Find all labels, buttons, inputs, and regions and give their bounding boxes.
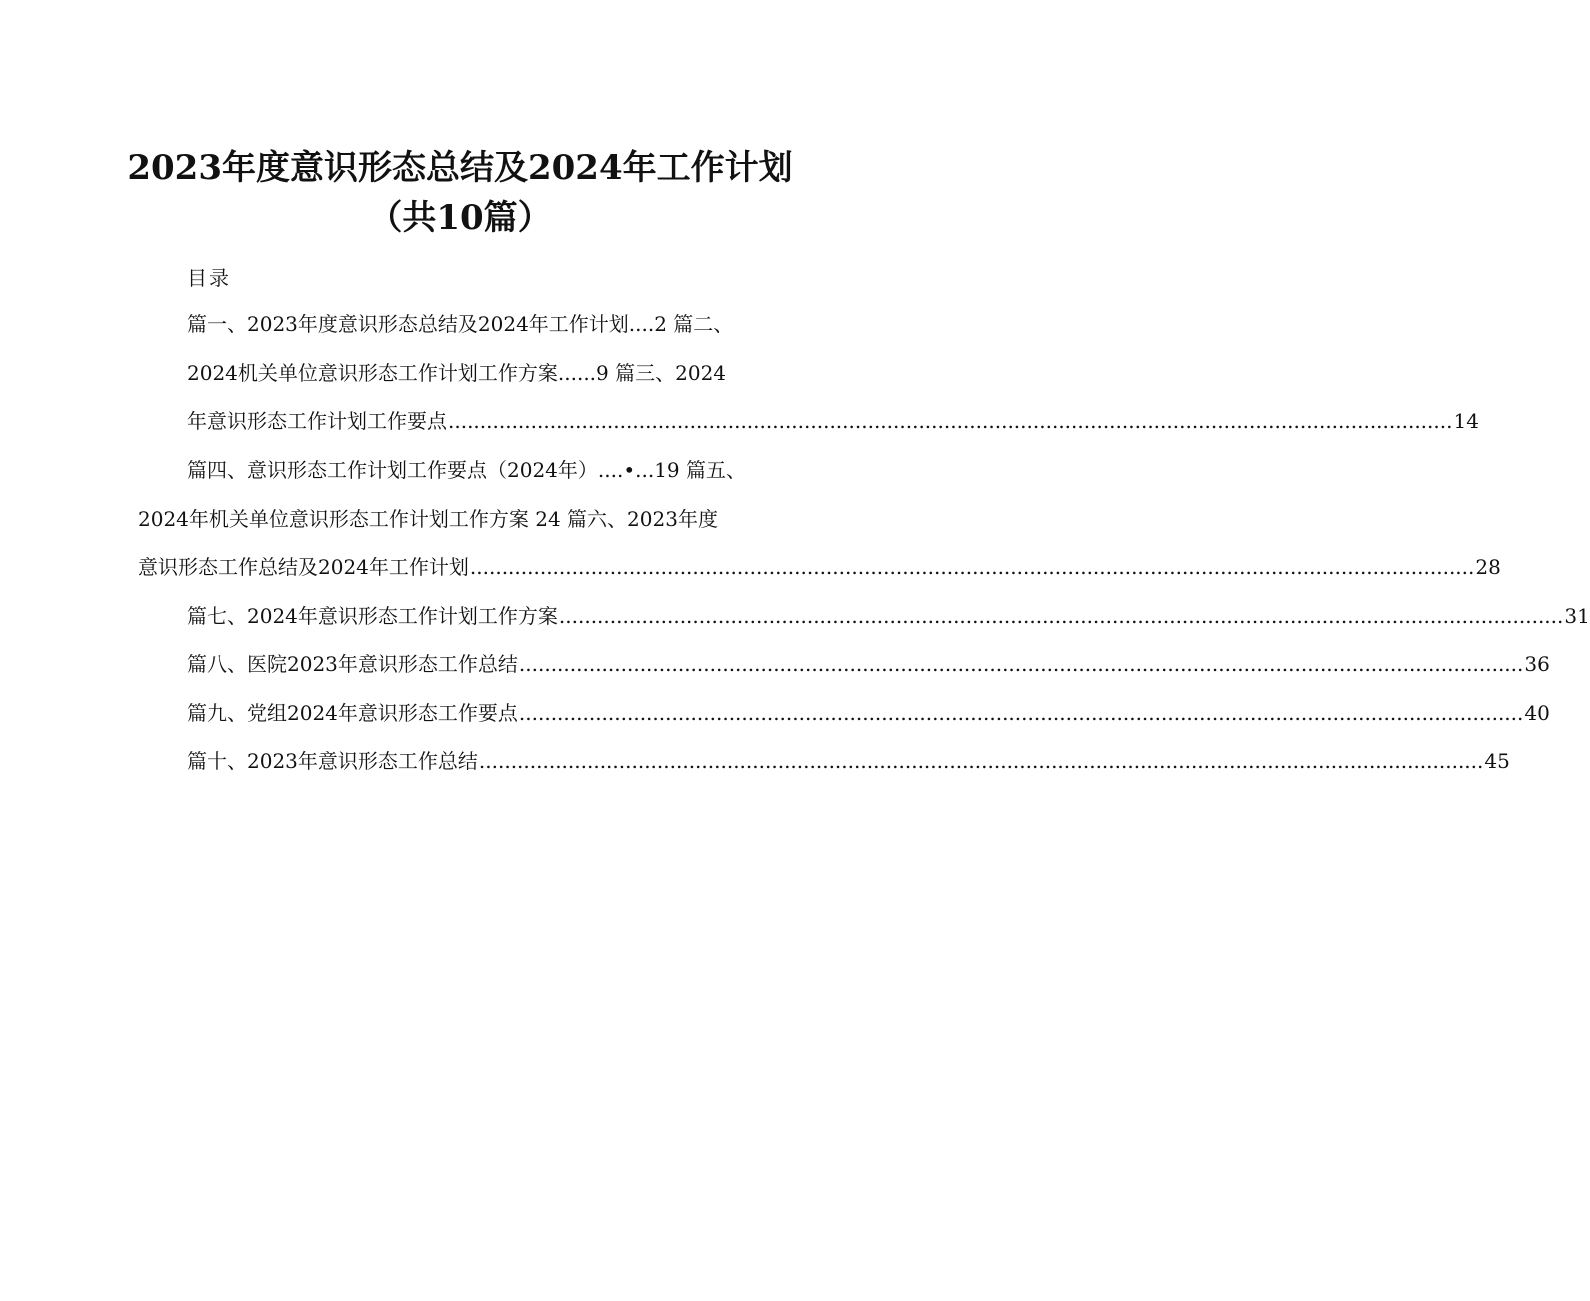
toc-entry[interactable] bbox=[187, 747, 1510, 775]
toc-line-text: 篇四、意识形态工作计划工作要点（2024年）....•...19 篇五、 bbox=[187, 458, 747, 482]
document-subtitle: （共10篇） bbox=[368, 198, 552, 238]
toc-page-number: 28 bbox=[1475, 555, 1501, 579]
toc-line[interactable] bbox=[138, 505, 718, 533]
toc-leader-dots: .............................................................................................................................................................. bbox=[518, 652, 1524, 676]
toc-leader-dots: .............................................................................................................................................................. bbox=[469, 555, 1475, 579]
toc-entry[interactable] bbox=[187, 602, 1590, 630]
toc-entry-title: 意识形态工作总结及2024年工作计划 bbox=[138, 555, 469, 579]
toc-page-number: 36 bbox=[1524, 652, 1550, 676]
toc-leader-dots: .............................................................................................................................................................. bbox=[478, 749, 1484, 773]
toc-leader-dots: .............................................................................................................................................................. bbox=[558, 604, 1564, 628]
toc-entry-title: 篇十、2023年意识形态工作总结 bbox=[187, 749, 478, 773]
toc-line-text: 篇一、2023年度意识形态总结及2024年工作计划....2 篇二、 bbox=[187, 312, 734, 336]
toc-entry-title: 篇八、医院2023年意识形态工作总结 bbox=[187, 652, 518, 676]
toc-leader-dots: .............................................................................................................................................................. bbox=[518, 701, 1524, 725]
toc-line[interactable] bbox=[187, 359, 726, 387]
toc-page-number: 14 bbox=[1453, 409, 1479, 433]
toc-line-text: 2024年机关单位意识形态工作计划工作方案 24 篇六、2023年度 bbox=[138, 507, 718, 531]
toc-leader-dots: .............................................................................................................................................................. bbox=[448, 409, 1453, 433]
toc-heading: 目录 bbox=[187, 266, 231, 290]
toc-entry[interactable] bbox=[187, 407, 1479, 435]
toc-line-text: 2024机关单位意识形态工作计划工作方案......9 篇三、2024 bbox=[187, 361, 727, 385]
toc-page-number: 31 bbox=[1564, 604, 1590, 628]
toc-page-number: 40 bbox=[1524, 701, 1550, 725]
toc-entry-title: 篇七、2024年意识形态工作计划工作方案 bbox=[187, 604, 558, 628]
toc-page-number: 45 bbox=[1484, 749, 1510, 773]
toc-line[interactable] bbox=[187, 456, 746, 484]
toc-entry-title: 年意识形态工作计划工作要点 bbox=[187, 409, 447, 433]
toc-entry-title: 篇九、党组2024年意识形态工作要点 bbox=[187, 701, 518, 725]
toc-entry[interactable] bbox=[138, 553, 1501, 581]
toc-entry[interactable] bbox=[187, 650, 1550, 678]
toc-entry[interactable] bbox=[187, 699, 1550, 727]
document-title: 2023年度意识形态总结及2024年工作计划 bbox=[127, 148, 793, 188]
toc-line[interactable] bbox=[187, 310, 733, 338]
